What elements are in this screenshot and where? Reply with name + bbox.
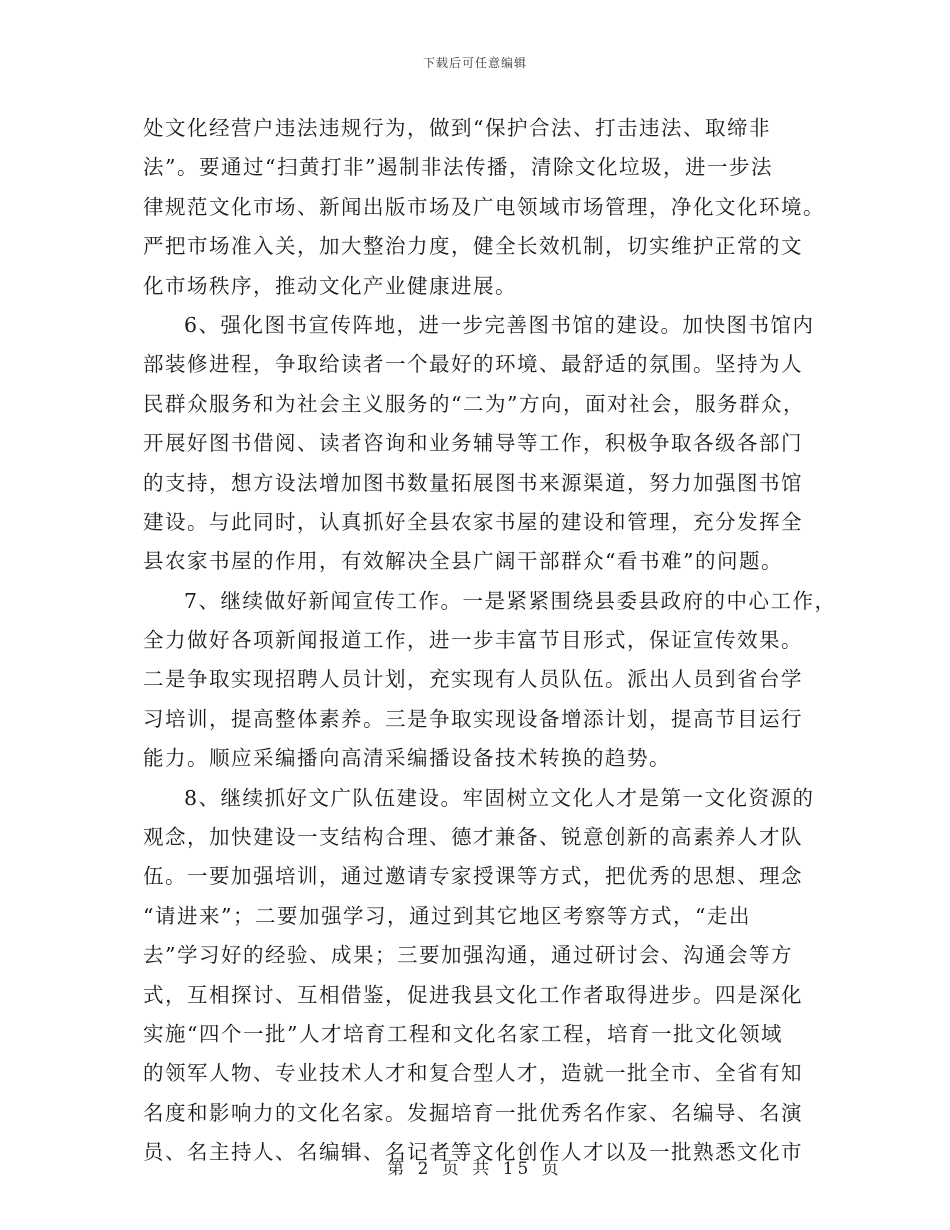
text-line: 严把市场准入关，加大整治力度，健全长效机制，切实维护正常的文: [143, 234, 803, 259]
text-line: 观念，加快建设一支结构合理、德才兼备、锐意创新的高素养人才队: [143, 825, 803, 850]
text-line: 二是争取实现招聘人员计划，充实现有人员队伍。派出人员到省台学: [143, 667, 803, 692]
paragraph-start-6: 6、强化图书宣传阵地，进一步完善图书馆的建设。加快图书馆内: [184, 312, 815, 337]
text-line: 建设。与此同时，认真抓好全县农家书屋的建设和管理，充分发挥全: [143, 509, 803, 534]
text-line: 能力。顺应采编播向高清采编播设备技术转换的趋势。: [143, 746, 671, 771]
text-line: 习培训，提高整体素养。三是争取实现设备增添计划，提高节目运行: [143, 706, 803, 731]
text-line: 的支持，想方设法增加图书数量拓展图书来源渠道，努力加强图书馆: [143, 470, 803, 495]
text-line: 部装修进程，争取给读者一个最好的环境、最舒适的氛围。坚持为人: [143, 352, 803, 377]
paragraph-start-8: 8、继续抓好文广队伍建设。牢固树立文化人才是第一文化资源的: [184, 785, 815, 810]
text-line: “请进来”；二要加强学习，通过到其它地区考察等方式，“走出: [143, 903, 751, 928]
paragraph-start-7: 7、继续做好新闻宣传工作。一是紧紧围绕县委县政府的中心工作，: [184, 588, 837, 613]
text-line: 式，互相探讨、互相借鉴，促进我县文化工作者取得进步。四是深化: [143, 982, 803, 1007]
body-text: [143, 109, 837, 1173]
text-line: 县农家书屋的作用，有效解决全县广阔干部群众“看书难”的问题。: [143, 549, 783, 574]
text-line: 开展好图书借阅、读者咨询和业务辅导等工作，积极争取各级各部门: [143, 431, 803, 456]
page-number-footer: 第 2 页 共 15 页: [387, 1159, 563, 1179]
text-line: 实施“四个一批”人才培育工程和文化名家工程，培育一批文化领域: [143, 1021, 783, 1046]
text-line: 法”。要通过“扫黄打非”遏制非法传播，清除文化垃圾，进一步法: [143, 155, 773, 180]
text-line: 化市场秩序，推动文化产业健康进展。: [143, 273, 517, 298]
text-line: 名度和影响力的文化名家。发掘培育一批优秀名作家、名编导、名演: [143, 1100, 803, 1125]
text-line: 的领军人物、专业技术人才和复合型人才，造就一批全市、全省有知: [143, 1061, 803, 1086]
text-line: 去”学习好的经验、成果；三要加强沟通，通过研讨会、沟通会等方: [143, 943, 793, 968]
header-note: 下载后可任意编辑: [422, 56, 527, 70]
text-line: 民群众服务和为社会主义服务的“二为”方向，面对社会，服务群众，: [143, 391, 805, 416]
text-line: 伍。一要加强培训，通过邀请专家授课等方式，把优秀的思想、理念: [143, 864, 803, 889]
text-line: 员、名主持人、名编辑、名记者等文化创作人才以及一批熟悉文化市: [143, 1140, 803, 1165]
text-line: 全力做好各项新闻报道工作，进一步丰富节目形式，保证宣传效果。: [143, 628, 803, 653]
text-line: 律规范文化市场、新闻出版市场及广电领域市场管理，净化文化环境。: [143, 194, 825, 219]
text-line: 处文化经营户违法违规行为，做到“保护合法、打击违法、取缔非: [143, 116, 771, 140]
